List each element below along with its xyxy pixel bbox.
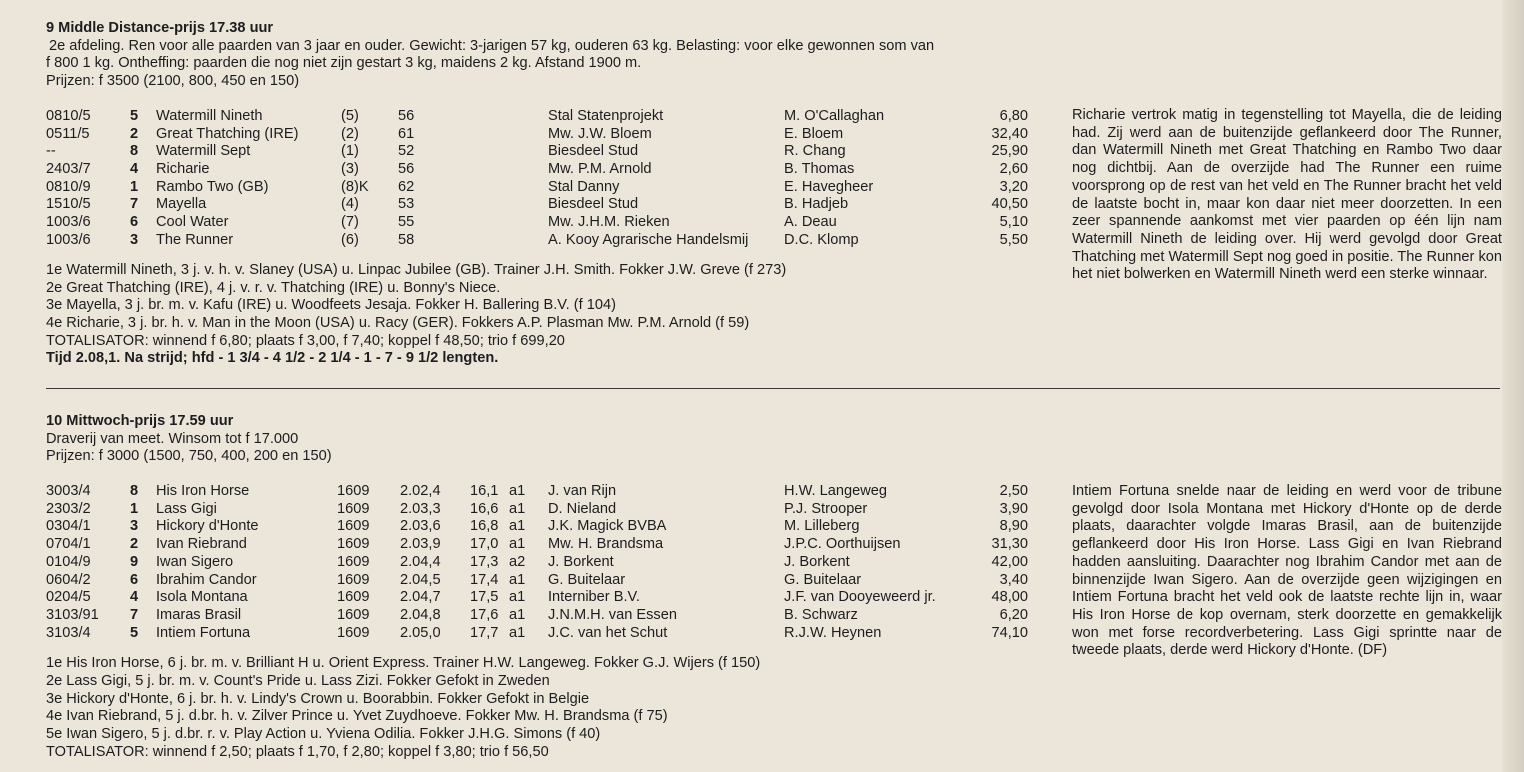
race-9-table-horse-cell: Great Thatching (IRE) [156,125,299,142]
race-9-table-owner-cell: Stal Statenprojekt [548,107,664,124]
section-divider [46,388,1500,389]
race-10-table-form-cell: 0304/1 [46,518,91,535]
race-9-title: 9 Middle Distance-prijs 17.38 uur [46,20,274,36]
race-10-table-time-cell: 2.04,7 [400,589,441,606]
race-9-commentary: Richarie vertrok matig in tegenstelling tot Mayella, die de leiding had. Zij werd aan de buitenzijde geflankeerd door The Runner, dan Watermill Nineth met Great Thatching en Rambo Two daar nog dichtbij. Aan de overzijde had The Runner een ruime voorsprong op de rest van het veld en The Runner bracht het veld de laatste bocht in, maar kon daar niet meer doorzetten. In een zeer spannende aankomst met vier paarden op één lijn nam Watermill Nineth de leiding over. Hij werd gevolgd door Great Thatching met Watermill Sept nog goed in positie. The Runner kon het niet bolwerken en Watermill Nineth werd een sterke winnaar. [1072,107,1502,283]
race-10-table-number-cell: 8 [130,483,139,500]
race-10-table-owner-cell: J.N.M.H. van Essen [548,606,677,623]
race-10-table-horse-cell: Lass Gigi [156,500,217,517]
race-9-table-jockey-cell: E. Bloem [784,125,844,142]
race-9-table-odds-cell: 5,50 [999,231,1028,248]
race-9-table-odds-cell: 25,90 [991,143,1028,160]
race-10-table-owner-cell: D. Nieland [548,500,617,517]
race-10-table-odds-cell: 2,50 [999,483,1028,500]
race-10-table-driver-cell: J.F. van Dooyeweerd jr. [784,589,936,606]
race-10-table-time-cell: 2.03,3 [400,500,441,517]
race-9-table-form-cell: 1003/6 [46,213,91,230]
race-10-table-kmtime-cell: 17,5 [470,589,499,606]
page-edge-shadow [1502,0,1524,772]
race-9-table-jockey-cell: B. Thomas [784,160,855,177]
race-9-table-horse-cell: Cool Water [156,213,229,230]
race-10-condition-line: Draverij van meet. Winsom tot f 17.000 [46,430,299,447]
race-10-table-owner-cell: J. Borkent [548,553,614,570]
race-10-result-line: 3e Hickory d'Honte, 6 j. br. h. v. Lindy's Crown u. Boorabbin. Fokker Gefokt in Belgie [46,690,590,707]
race-10-result-line: 2e Lass Gigi, 5 j. br. m. v. Count's Pride u. Lass Zizi. Fokker Gefokt in Zweden [46,672,550,689]
race-10-table-class-cell: a1 [509,589,526,606]
race-9-table-draw-cell: (2) [341,125,359,142]
race-9-table-horse-cell: The Runner [156,231,234,248]
race-10-table-form-cell: 0704/1 [46,536,91,553]
race-10-table-odds-cell: 42,00 [991,553,1028,570]
race-9-table-horse-cell: Mayella [156,196,207,213]
race-9-table-jockey-cell: M. O'Callaghan [784,107,885,124]
race-9-table-draw-cell: (6) [341,231,359,248]
race-10-table-kmtime-cell: 17,6 [470,606,499,623]
race-10-table-class-cell: a1 [509,483,526,500]
race-10-table-driver-cell: J.P.C. Oorthuijsen [784,536,901,553]
race-9-table-number-cell: 6 [130,213,139,230]
race-9-table-number-cell: 5 [130,107,139,124]
race-10-table-time-cell: 2.02,4 [400,483,441,500]
race-9-table-owner-cell: Mw. J.H.M. Rieken [548,213,670,230]
race-10-table-driver-cell: R.J.W. Heynen [784,624,882,641]
race-9-table-number-cell: 2 [130,125,139,142]
race-10-table-form-cell: 0604/2 [46,571,91,588]
race-10-table-number-cell: 7 [130,606,139,623]
race-9-table-weight-cell: 53 [398,196,415,213]
race-9-table-draw-cell: (5) [341,107,359,124]
race-9-table-weight-cell: 56 [398,160,415,177]
race-10-table-form-cell: 3003/4 [46,483,91,500]
race-10-section [46,413,1506,761]
race-9-table-form-cell: 0810/9 [46,178,91,195]
race-9-table-horse-cell: Watermill Sept [156,143,251,160]
race-9-table-weight-cell: 62 [398,178,415,195]
race-9-table-jockey-cell: D.C. Klomp [784,231,859,248]
race-10-table-horse-cell: Ivan Riebrand [156,536,247,553]
race-9-table-odds-cell: 40,50 [991,196,1028,213]
race-10-table-owner-cell: J.K. Magick BVBA [548,518,667,535]
race-9-table-weight-cell: 58 [398,231,415,248]
race-10-table-form-cell: 0204/5 [46,589,91,606]
race-9-table-jockey-cell: R. Chang [784,143,846,160]
race-9-table-owner-cell: Mw. J.W. Bloem [548,125,652,142]
race-10-table-number-cell: 2 [130,536,139,553]
race-9-table-weight-cell: 55 [398,213,415,230]
race-9-table-weight-cell: 52 [398,143,415,160]
race-10-table-time-cell: 2.03,9 [400,536,441,553]
race-9-result-line: 1e Watermill Nineth, 3 j. v. h. v. Slaney (USA) u. Linpac Jubilee (GB). Trainer J.H. Smith. Fokker J.W. Greve (f 273) [46,261,787,278]
race-10-table-owner-cell: Interniber B.V. [548,589,640,606]
race-9-table-form-cell: 0511/5 [46,125,90,142]
race-10-table-odds-cell: 6,20 [999,606,1028,623]
race-9-table-draw-cell: (7) [341,213,359,230]
race-9-table-number-cell: 7 [130,196,139,213]
race-9-table-jockey-cell: B. Hadjeb [784,196,849,213]
race-9-table-odds-cell: 6,80 [999,107,1028,124]
race-9-table-form-cell: 2403/7 [46,160,91,177]
race-10-table-kmtime-cell: 16,1 [470,483,499,500]
race-10-table-distance-cell: 1609 [337,553,370,570]
race-9-totalisator: TOTALISATOR: winnend f 6,80; plaats f 3,00, f 7,40; koppel f 48,50; trio f 699,20 [46,332,565,349]
race-10-table-owner-cell: Mw. H. Brandsma [548,536,664,553]
race-9-table-jockey-cell: A. Deau [784,213,837,230]
race-9-condition-line: 2e afdeling. Ren voor alle paarden van 3 jaar en ouder. Gewicht: 3-jarigen 57 kg, ouderen 63 kg. Belasting: voor elke gewonnen som van [49,37,935,54]
race-10-table-number-cell: 5 [130,624,139,641]
race-10-table-horse-cell: His Iron Horse [156,483,250,500]
race-10-table-owner-cell: J. van Rijn [548,483,617,500]
race-10-table-form-cell: 0104/9 [46,553,91,570]
race-9-table-odds-cell: 5,10 [999,213,1028,230]
race-10-table-class-cell: a1 [509,518,526,535]
race-9-table-horse-cell: Watermill Nineth [156,107,263,124]
race-9-section [46,20,1506,368]
race-9-table-form-cell: -- [46,143,56,160]
race-9-table-owner-cell: Mw. P.M. Arnold [548,160,652,177]
race-10-result-line: 4e Ivan Riebrand, 5 j. d.br. h. v. Zilver Prince u. Yvet Zuydhoeve. Fokker Mw. H. Brandsma (f 75) [46,708,668,725]
race-9-table-draw-cell: (8)K [341,178,369,195]
race-10-results [46,655,1506,761]
race-9-table-horse-cell: Rambo Two (GB) [156,178,269,195]
race-9-table-owner-cell: Stal Danny [548,178,620,195]
race-9-result-line: 2e Great Thatching (IRE), 4 j. v. r. v. Thatching (IRE) u. Bonny's Niece. [46,279,501,296]
race-10-table-kmtime-cell: 17,3 [470,553,499,570]
race-10-commentary: Intiem Fortuna snelde naar de leiding en werd voor de tribune gevolgd door Isola Montana met Hickory d'Honte op de derde plaats, daarachter volgde Imaras Brasil, aan de buitenzijde geflankeerd door His Iron Horse. Lass Gigi en Ivan Riebrand hadden aansluiting. Daarachter nog Ibrahim Candor met aan de binnenzijde Iwan Sigero. Aan de overzijde geen wijzigingen en Intiem Fortuna bracht het veld ook de laatste rechte lijn in, waar His Iron Horse de kop overnam, sterk doorzette en gemakkelijk won met forse recordverbetering. Lass Gigi sprintte naar de tweede plaats, derde werd Hickory d'Honte. (DF) [1072,483,1502,659]
race-9-table-form-cell: 1003/6 [46,231,91,248]
race-10-table-class-cell: a2 [509,553,526,570]
race-9-table-odds-cell: 32,40 [991,125,1028,142]
race-10-table-distance-cell: 1609 [337,589,370,606]
race-10-table-form-cell: 3103/4 [46,624,91,641]
race-10-table-class-cell: a1 [509,606,526,623]
race-10-table-owner-cell: J.C. van het Schut [548,624,668,641]
race-9-table-weight-cell: 61 [398,125,415,142]
race-10-table-odds-cell: 74,10 [991,624,1028,641]
race-9-table-weight-cell: 56 [398,107,415,124]
race-10-table-driver-cell: G. Buitelaar [784,571,862,588]
race-10-result-line: 5e Iwan Sigero, 5 j. d.br. r. v. Play Action u. Yviena Odilia. Fokker J.H.G. Simons (f 40) [46,725,601,742]
race-10-table-form-cell: 3103/91 [46,606,99,623]
race-10-table-distance-cell: 1609 [337,571,370,588]
race-9-table-draw-cell: (4) [341,196,359,213]
race-10-table-class-cell: a1 [509,571,526,588]
race-10-table-owner-cell: G. Buitelaar [548,571,626,588]
race-9-table-odds-cell: 2,60 [999,160,1028,177]
race-9-condition-line: f 800 1 kg. Ontheffing: paarden die nog niet zijn gestart 3 kg, maidens 2 kg. Afstand 1900 m. [46,55,642,72]
race-10-table-horse-cell: Hickory d'Honte [156,518,259,535]
race-10-table-horse-cell: Isola Montana [156,589,248,606]
race-9-time: Tijd 2.08,1. Na strijd; hfd - 1 3/4 - 4 1/2 - 2 1/4 - 1 - 7 - 9 1/2 lengten. [46,350,499,367]
race-9-table-number-cell: 8 [130,143,139,160]
race-10-table-horse-cell: Ibrahim Candor [156,571,257,588]
race-10-table-number-cell: 3 [130,518,139,535]
race-9-table-jockey-cell: E. Havegheer [784,178,874,195]
race-10-table-class-cell: a1 [509,500,526,517]
race-9-conditions [46,38,1056,91]
race-10-table-form-cell: 2303/2 [46,500,91,517]
race-9-table-draw-cell: (1) [341,143,359,160]
race-10-table-kmtime-cell: 17,4 [470,571,499,588]
race-10-table-driver-cell: M. Lilleberg [784,518,860,535]
race-9-table-form-cell: 1510/5 [46,196,91,213]
race-10-table-odds-cell: 31,30 [991,536,1028,553]
race-9-table-horse-cell: Richarie [156,160,210,177]
race-10-table-horse-cell: Imaras Brasil [156,606,242,623]
race-10-table-number-cell: 6 [130,571,139,588]
race-10-table-number-cell: 9 [130,553,139,570]
race-9-result-line: 4e Richarie, 3 j. br. h. v. Man in the Moon (USA) u. Racy (GER). Fokkers A.P. Plasman Mw. P.M. Arnold (f 59) [46,314,750,331]
race-10-table-time-cell: 2.04,8 [400,606,441,623]
race-10-table-kmtime-cell: 16,8 [470,518,499,535]
race-9-table-owner-cell: A. Kooy Agrarische Handelsmij [548,231,749,248]
race-10-conditions [46,431,1056,466]
race-9-table-number-cell: 1 [130,178,139,195]
race-10-table-distance-cell: 1609 [337,624,370,641]
race-10-table-distance-cell: 1609 [337,518,370,535]
race-10-table-number-cell: 1 [130,500,139,517]
race-10-table-driver-cell: H.W. Langeweg [784,483,888,500]
race-10-table-horse-cell: Intiem Fortuna [156,624,251,641]
race-10-table-driver-cell: J. Borkent [784,553,850,570]
race-10-condition-line: Prijzen: f 3000 (1500, 750, 400, 200 en 150) [46,448,332,465]
race-10-table-odds-cell: 3,40 [999,571,1028,588]
race-9-table-owner-cell: Biesdeel Stud [548,143,639,160]
race-9-result-line: 3e Mayella, 3 j. br. m. v. Kafu (IRE) u. Woodfeets Jesaja. Fokker H. Ballering B.V. (f 104) [46,297,616,314]
race-9-table-owner-cell: Biesdeel Stud [548,196,639,213]
race-10-title: 10 Mittwoch-prijs 17.59 uur [46,413,234,429]
race-9-table-form-cell: 0810/5 [46,107,91,124]
race-10-table-time-cell: 2.04,5 [400,571,441,588]
race-10-table-driver-cell: B. Schwarz [784,606,858,623]
race-10-table-time-cell: 2.04,4 [400,553,441,570]
race-10-table-distance-cell: 1609 [337,606,370,623]
race-9-table-number-cell: 4 [130,160,139,177]
race-10-table-number-cell: 4 [130,589,139,606]
race-9-table-draw-cell: (3) [341,160,359,177]
race-10-result-line: 1e His Iron Horse, 6 j. br. m. v. Brilliant H u. Orient Express. Trainer H.W. Langeweg. Fokker G.J. Wijers (f 150) [46,655,761,672]
race-10-table-time-cell: 2.05,0 [400,624,441,641]
race-10-table-distance-cell: 1609 [337,483,370,500]
race-10-table-kmtime-cell: 17,0 [470,536,499,553]
race-10-table-class-cell: a1 [509,536,526,553]
race-10-table-class-cell: a1 [509,624,526,641]
race-9-condition-line: Prijzen: f 3500 (2100, 800, 450 en 150) [46,73,300,90]
race-9-table-odds-cell: 3,20 [999,178,1028,195]
race-10-table-distance-cell: 1609 [337,536,370,553]
race-10-table-kmtime-cell: 17,7 [470,624,499,641]
race-10-table-odds-cell: 3,90 [999,500,1028,517]
race-10-table-kmtime-cell: 16,6 [470,500,499,517]
race-10-table-horse-cell: Iwan Sigero [156,553,234,570]
race-9-table-number-cell: 3 [130,231,139,248]
race-10-table-distance-cell: 1609 [337,500,370,517]
race-10-table-driver-cell: P.J. Strooper [784,500,868,517]
race-10-table-odds-cell: 8,90 [999,518,1028,535]
race-10-table-time-cell: 2.03,6 [400,518,441,535]
race-10-table-odds-cell: 48,00 [991,589,1028,606]
race-10-totalisator: TOTALISATOR: winnend f 2,50; plaats f 1,70, f 2,80; koppel f 3,80; trio f 56,50 [46,743,549,760]
